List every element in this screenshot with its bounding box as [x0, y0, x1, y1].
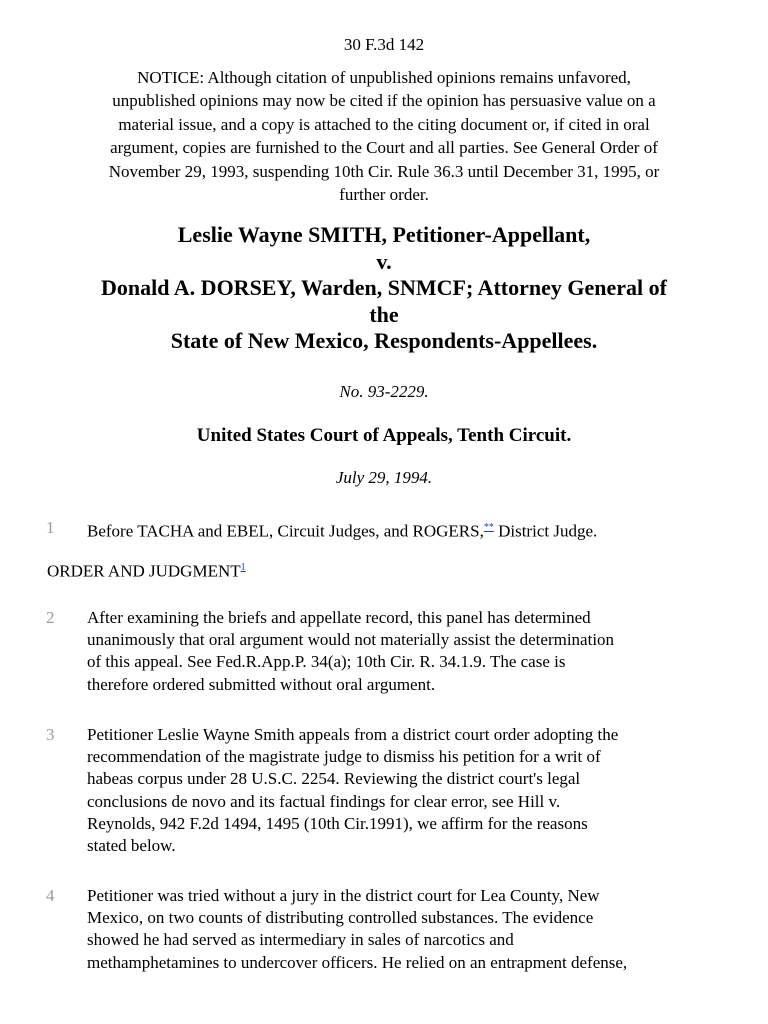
paragraph-line: Reynolds, 942 F.2d 1494, 1495 (10th Cir.1991), we affirm for the reasons: [87, 813, 588, 833]
paragraph-line: Petitioner was tried without a jury in the district court for Lea County, New: [87, 886, 600, 905]
paragraph-3: [87, 724, 618, 857]
paragraph-2: [87, 607, 614, 696]
paragraph-4: [87, 885, 627, 974]
caption-line: the: [369, 301, 399, 327]
paragraph-line: therefore ordered submitted without oral argument.: [87, 674, 436, 694]
paragraph-line: of this appeal. See Fed.R.App.P. 34(a); 10th Cir. R. 34.1.9. The case is: [87, 652, 566, 672]
paragraph-number: 1: [46, 518, 55, 537]
court-name: United States Court of Appeals, Tenth Circuit.: [196, 425, 572, 446]
notice-line: argument, copies are furnished to the Court and all parties. See General Order of: [110, 138, 658, 158]
docket-number: No. 93-2229.: [339, 382, 429, 401]
notice-line: unpublished opinions may now be cited if the opinion has persuasive value on a: [112, 91, 656, 111]
notice-line: further order.: [339, 185, 429, 205]
paragraph-line: showed he had served as intermediary in sales of narcotics and: [87, 930, 514, 950]
paragraph-number: 4: [46, 886, 55, 905]
case-citation: 30 F.3d 142: [343, 35, 425, 54]
caption-line: Leslie Wayne SMITH, Petitioner-Appellant,: [177, 222, 591, 247]
paragraph-tail: District Judge.: [493, 521, 598, 541]
paragraph-line: habeas corpus under 28 U.S.C. 2254. Reviewing the district court's legal: [87, 769, 581, 789]
paragraph-line: [87, 517, 597, 543]
caption-line: State of New Mexico, Respondents-Appellees.: [170, 328, 598, 354]
footnote-link-order[interactable]: 1: [240, 562, 246, 573]
paragraph-line: Petitioner Leslie Wayne Smith appeals from a district court order adopting the: [87, 725, 619, 744]
paragraph-number: 2: [46, 608, 55, 627]
paragraph-line: Mexico, on two counts of distributing controlled substances. The evidence: [87, 908, 594, 928]
notice-line: material issue, and a copy is attached to the citing document or, if cited in oral: [118, 114, 650, 134]
order-heading: [47, 557, 246, 583]
paragraph-line: stated below.: [87, 836, 176, 856]
notice-line: November 29, 1993, suspending 10th Cir. Rule 36.3 until December 31, 1995, or: [108, 161, 660, 181]
paragraph-line: recommendation of the magistrate judge to dismiss his petition for a writ of: [87, 747, 601, 767]
paragraph-number: 3: [46, 725, 55, 744]
order-heading-text: ORDER AND JUDGMENT: [47, 561, 241, 581]
notice-line: NOTICE: Although citation of unpublished opinions remains unfavored,: [137, 68, 631, 87]
paragraph-1: [87, 517, 597, 543]
decision-date: July 29, 1994.: [335, 468, 433, 487]
case-caption: [40, 222, 728, 355]
footnote-link-judge[interactable]: **: [483, 522, 494, 533]
paragraph-line: After examining the briefs and appellate record, this panel has determined: [87, 608, 591, 627]
publication-notice: [48, 66, 720, 206]
paragraph-text: Before TACHA and EBEL, Circuit Judges, and ROGERS,: [87, 521, 484, 541]
caption-line: Donald A. DORSEY, Warden, SNMCF; Attorney General of: [101, 275, 667, 301]
caption-line: v.: [376, 248, 392, 274]
paragraph-line: unanimously that oral argument would not materially assist the determination: [87, 630, 615, 650]
paragraph-line: conclusions de novo and its factual findings for clear error, see Hill v.: [87, 791, 561, 811]
paragraph-line: methamphetamines to undercover officers. He relied on an entrapment defense,: [87, 952, 628, 972]
